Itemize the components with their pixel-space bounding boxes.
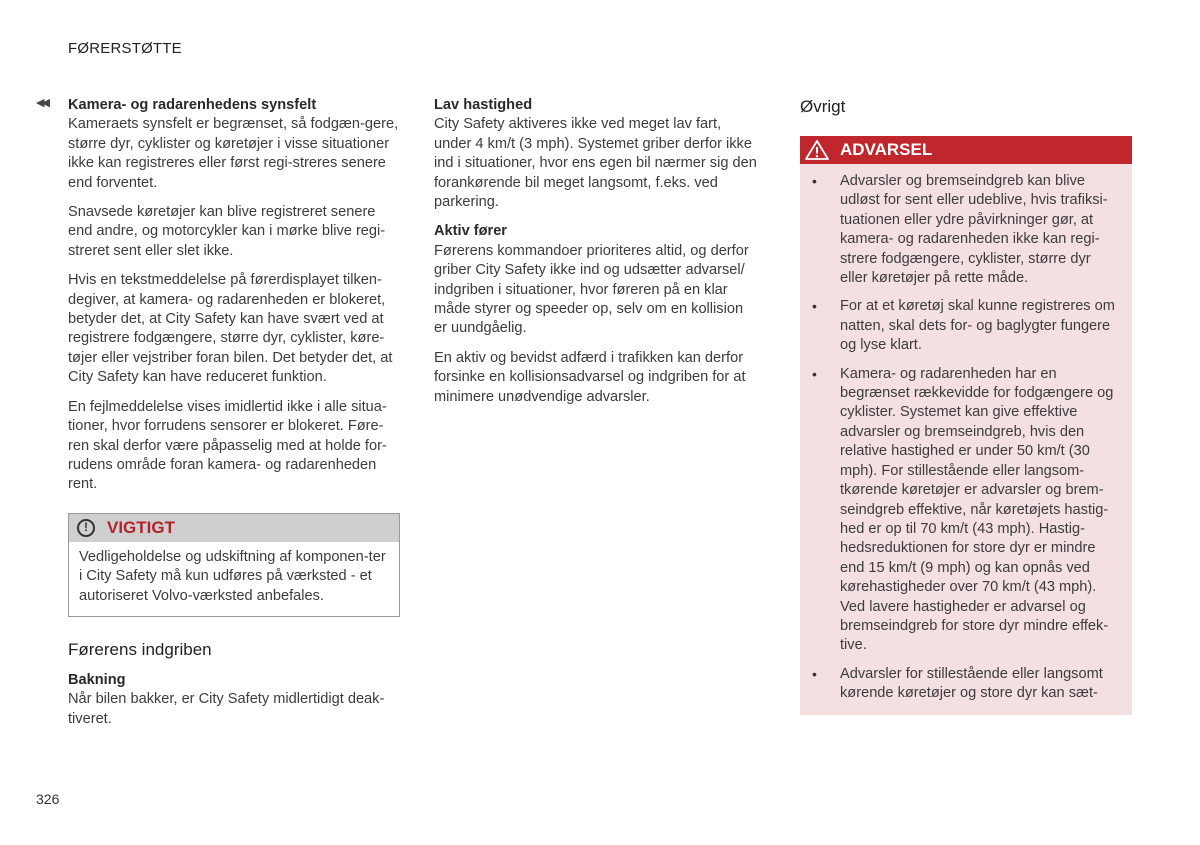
warning-item: • For at et køretøj skal kunne registreres om natten, skal dets for- og baglygter fungere og lyse klart. <box>812 297 1122 355</box>
paragraph: Når bilen bakker, er City Safety midlertidigt deak-tiveret. <box>68 691 385 727</box>
warning-item: • Advarsler for stillestående eller langsomt kørende køretøjer og store dyr kan sæt- <box>812 665 1122 704</box>
paragraph: Kameraets synsfelt er begrænset, så fodgæn-gere, større dyr, cyklister og køretøjer i visse situationer ikke kan registreres eller først regi-streres senere end forventet. <box>68 116 399 191</box>
heading-aktiv-forer: Aktiv fører <box>434 223 507 240</box>
paragraph: Hvis en tekstmeddelelse på førerdisplayet tilken-degiver, at kamera- og radarenheden er blokeret, betyder det, at City Safety kan have svært ved at registrere fodgængere, større dyr, cyklister, køre-tøjer eller vejstriber foran bilen. Det betyder det, at City Safety kan have reduceret funktion. <box>68 272 393 386</box>
page-number: 326 <box>36 791 60 807</box>
paragraph: Snavsede køretøjer kan blive registreret senere end andre, og motorcykler kan i mørke blive regi-streret sent eller slet ikke. <box>68 204 386 259</box>
subheading-bakning: Bakning <box>68 671 126 688</box>
warning-box <box>800 136 1132 715</box>
heading-ovrigt: Øvrigt <box>800 97 846 116</box>
warning-header <box>800 136 1132 164</box>
previous-page-icon[interactable]: ◀◀ <box>36 97 47 109</box>
paragraph: En aktiv og bevidst adfærd i trafikken kan derfor forsinke en kollisionsadvarsel og indgriben for at minimere unødvendige advarsler. <box>434 349 746 405</box>
paragraph: Førerens kommandoer prioriteres altid, og derfor griber City Safety ikke ind og udsætter advarsel/ indgriben i situationer, hvor føreren på en klar måde styrer og speeder op, selv om en kollision er uundgåelig. <box>434 242 749 337</box>
heading-forerens-indgriben: Førerens indgriben <box>68 639 212 659</box>
heading-synsfelt: Kamera- og radarenhedens synsfelt <box>68 97 317 113</box>
column-right <box>800 96 1132 715</box>
important-notice-header <box>69 514 399 542</box>
column-middle <box>434 96 760 417</box>
heading-lav-hastighed: Lav hastighed <box>434 97 533 113</box>
warning-item: • Kamera- og radarenheden har en begrænset rækkevidde for fodgængere og cyklister. Systemet kan give effektive advarsler og bremseindgreb, hvis den relative hastighed er under 50 km/t (30 mph). For stillestående eller langsom-tkørende køretøjer er advarsler og brem-seindgreb effektive, når køretøjets hastig-hed er op til 70 km/t (43 mph). Hastig-hedsreduktionen for store dyr er mindre end 15 km/t (9 mph) og kan opnås ved kørehastigheder over 70 km/t (43 mph). Ved lavere hastigheder er advarsel og bremseindgreb for store dyr mindre effek-tive. <box>812 365 1122 656</box>
column-left <box>68 96 400 739</box>
important-text: Vedligeholdelse og udskiftning af komponen-ter i City Safety må kun udføres på værksted - et autoriseret Volvo-værksted anbefales. <box>79 548 386 604</box>
warning-title: ADVARSEL <box>840 140 933 160</box>
important-title: VIGTIGT <box>107 518 175 538</box>
important-notice <box>68 513 400 617</box>
exclamation-circle-icon: ! <box>77 519 95 537</box>
warning-item: • Advarsler og bremseindgreb kan blive udløst for sent eller udeblive, hvis trafiksi-tuationen eller ydre påvirkninger gør, at kamera- og radarenheden ikke kan regi-strere fodgængere, cyklister, større dyr eller køretøjer på rette måde. <box>812 172 1122 288</box>
paragraph: City Safety aktiveres ikke ved meget lav fart, under 4 km/t (3 mph). Systemet griber derfor ikke ind i situationer, hvor ens egen bil nærmer sig den forankørende bil meget langsomt, f.eks. ved parkering. <box>434 116 757 211</box>
warning-triangle-icon <box>804 139 830 161</box>
section-header: FØRERSTØTTE <box>68 40 182 57</box>
paragraph: En fejlmeddelelse vises imidlertid ikke i alle situa-tioner, hvor forrudens sensorer er blokeret. Føre-ren skal derfor være påpasselig med at holde for-rudens område foran kamera- og radarenheden rent. <box>68 398 387 493</box>
warning-list <box>800 164 1132 715</box>
